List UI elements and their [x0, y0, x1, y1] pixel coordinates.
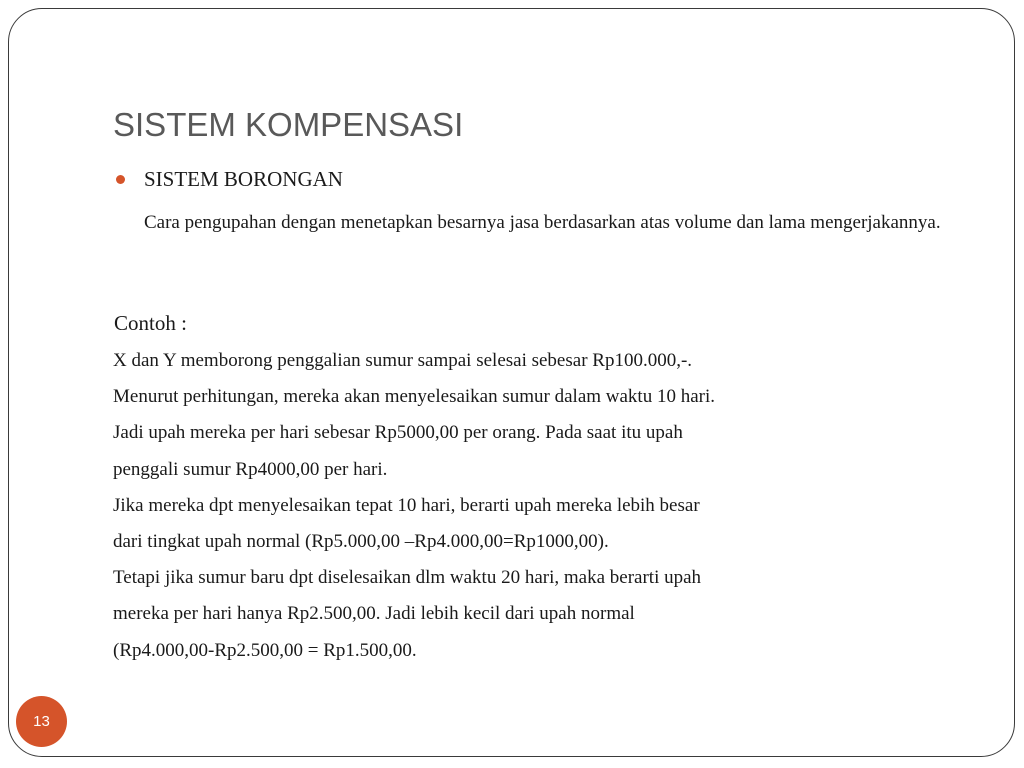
bullet-label: SISTEM BORONGAN — [144, 167, 343, 191]
bullet-description: Cara pengupahan dengan menetapkan besarnya jasa berdasarkan atas volume dan lama mengerjakannya. — [144, 212, 941, 233]
example-line: penggali sumur Rp4000,00 per hari. — [113, 458, 388, 480]
example-line: (Rp4.000,00-Rp2.500,00 = Rp1.500,00. — [113, 639, 417, 661]
example-line: Jadi upah mereka per hari sebesar Rp5000,00 per orang. Pada saat itu upah — [113, 422, 683, 444]
example-line: Menurut perhitungan, mereka akan menyelesaikan sumur dalam waktu 10 hari. — [113, 386, 715, 408]
example-heading: Contoh : — [114, 311, 187, 335]
example-line: Jika mereka dpt menyelesaikan tepat 10 hari, berarti upah mereka lebih besar — [113, 494, 700, 516]
example-body — [113, 346, 715, 672]
slide-title: SISTEM KOMPENSASI — [113, 106, 464, 143]
example-line: X dan Y memborong penggalian sumur sampai selesai sebesar Rp100.000,-. — [113, 350, 693, 371]
bullet-dot-icon — [116, 175, 125, 184]
example-line: Tetapi jika sumur baru dpt diselesaikan dlm waktu 20 hari, maka berarti upah — [113, 567, 702, 589]
bullet-item — [116, 167, 343, 192]
example-line: dari tingkat upah normal (Rp5.000,00 –Rp4.000,00=Rp1000,00). — [113, 530, 609, 552]
example-line: mereka per hari hanya Rp2.500,00. Jadi lebih kecil dari upah normal — [113, 603, 635, 625]
page-number-badge: 13 — [16, 696, 67, 747]
